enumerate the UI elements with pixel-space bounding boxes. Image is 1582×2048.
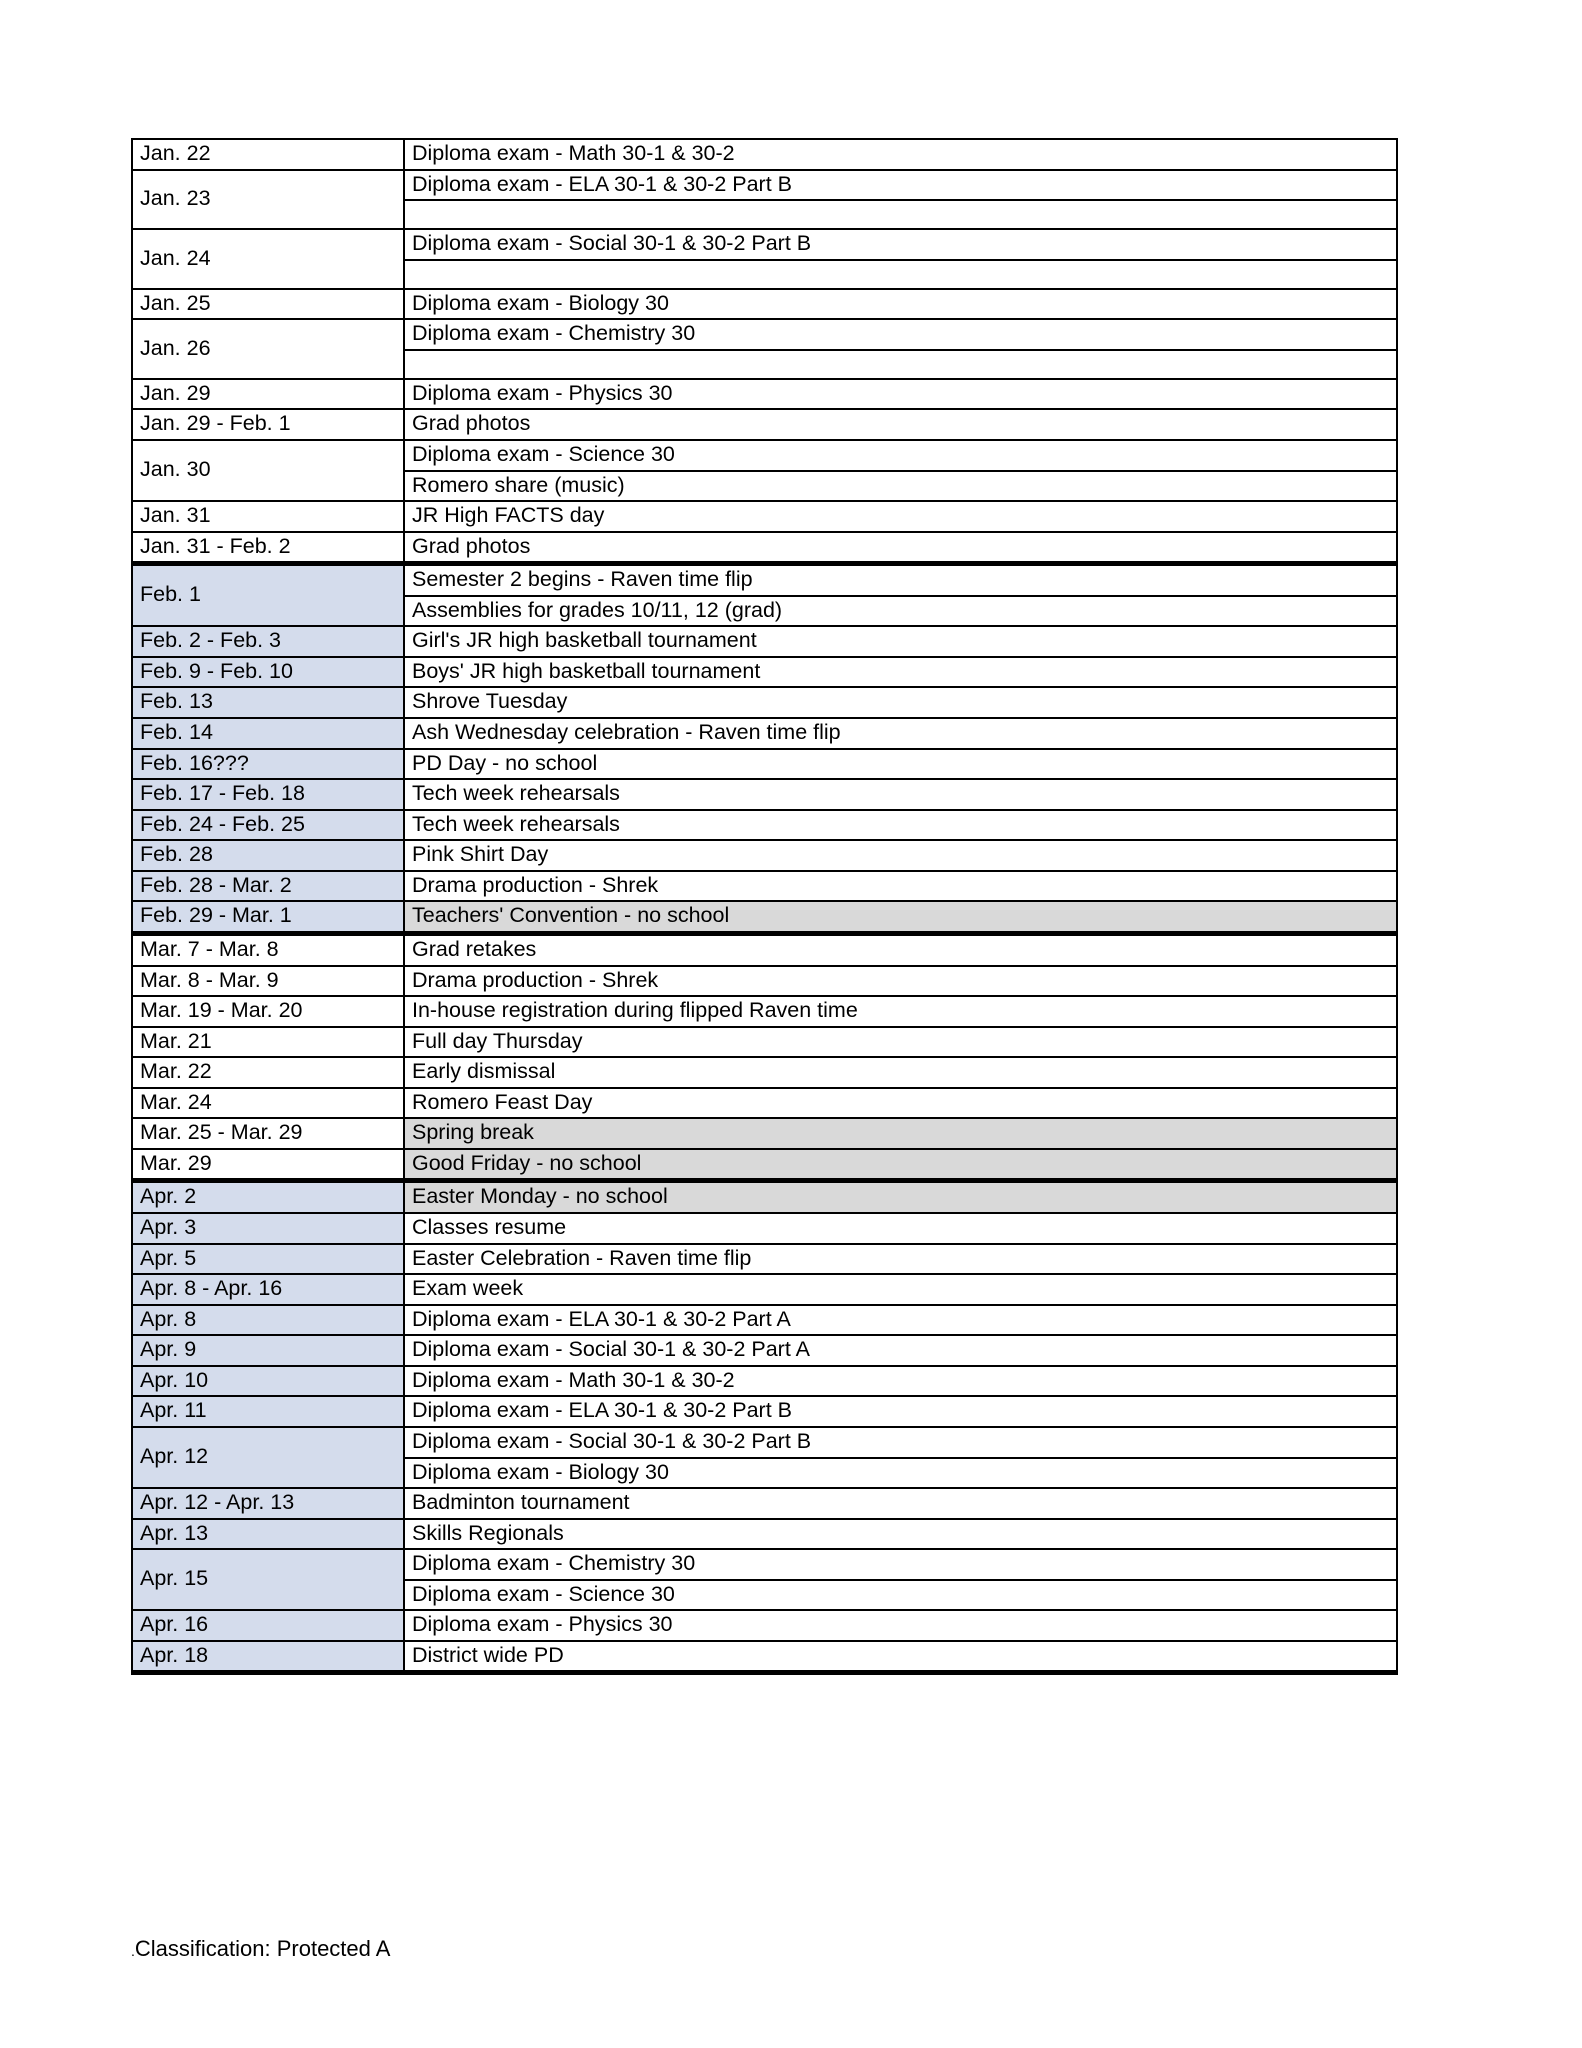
event-cell: Tech week rehearsals [404, 779, 1397, 810]
event-cell-empty [404, 200, 1397, 229]
table-row [132, 1027, 1397, 1058]
event-cell: Diploma exam - Social 30-1 & 30-2 Part B [404, 1427, 1397, 1458]
table-row [132, 1181, 1397, 1213]
date-cell: Jan. 30 [132, 440, 404, 501]
classification-label: Classification: Protected A [134, 1936, 391, 1961]
table-row [132, 1610, 1397, 1641]
date-cell: Apr. 8 [132, 1305, 404, 1336]
date-cell: Apr. 13 [132, 1519, 404, 1550]
event-cell: Diploma exam - Math 30-1 & 30-2 [404, 139, 1397, 170]
table-row [132, 626, 1397, 657]
date-cell: Feb. 29 - Mar. 1 [132, 901, 404, 933]
event-cell-empty [404, 260, 1397, 289]
table-row [132, 966, 1397, 997]
table-row [132, 1213, 1397, 1244]
date-cell: Mar. 24 [132, 1088, 404, 1119]
date-cell: Feb. 17 - Feb. 18 [132, 779, 404, 810]
table-row [132, 1519, 1397, 1550]
table-row [132, 1088, 1397, 1119]
event-cell: Diploma exam - Biology 30 [404, 1458, 1397, 1489]
event-cell: Semester 2 begins - Raven time flip [404, 564, 1397, 596]
table-row [132, 289, 1397, 320]
event-cell: Grad photos [404, 532, 1397, 564]
table-row [132, 1274, 1397, 1305]
date-cell: Jan. 29 - Feb. 1 [132, 409, 404, 440]
event-cell: Spring break [404, 1118, 1397, 1149]
table-row [132, 810, 1397, 841]
event-cell: Exam week [404, 1274, 1397, 1305]
table-row [132, 933, 1397, 965]
table-row [132, 687, 1397, 718]
table-row [132, 1641, 1397, 1673]
date-cell: Jan. 31 [132, 501, 404, 532]
date-cell: Jan. 31 - Feb. 2 [132, 532, 404, 564]
date-cell: Jan. 23 [132, 170, 404, 230]
table-row [132, 564, 1397, 596]
date-cell: Apr. 2 [132, 1181, 404, 1213]
date-cell: Apr. 5 [132, 1244, 404, 1275]
event-cell: Grad retakes [404, 933, 1397, 965]
table-row [132, 657, 1397, 688]
event-cell: Drama production - Shrek [404, 871, 1397, 902]
event-cell: Diploma exam - Science 30 [404, 1580, 1397, 1611]
event-cell: District wide PD [404, 1641, 1397, 1673]
event-cell: Diploma exam - ELA 30-1 & 30-2 Part A [404, 1305, 1397, 1336]
date-cell: Apr. 8 - Apr. 16 [132, 1274, 404, 1305]
schedule-table-body [132, 139, 1397, 1673]
date-cell: Feb. 9 - Feb. 10 [132, 657, 404, 688]
table-row [132, 1427, 1397, 1458]
date-cell: Apr. 11 [132, 1396, 404, 1427]
table-row [132, 996, 1397, 1027]
date-cell: Jan. 24 [132, 229, 404, 289]
event-cell-empty [404, 350, 1397, 379]
event-cell: Diploma exam - Social 30-1 & 30-2 Part B [404, 229, 1397, 260]
date-cell: Feb. 28 - Mar. 2 [132, 871, 404, 902]
event-cell: JR High FACTS day [404, 501, 1397, 532]
event-cell: Easter Celebration - Raven time flip [404, 1244, 1397, 1275]
event-cell: Pink Shirt Day [404, 840, 1397, 871]
table-row [132, 1305, 1397, 1336]
date-cell: Jan. 25 [132, 289, 404, 320]
date-cell: Feb. 14 [132, 718, 404, 749]
table-row [132, 409, 1397, 440]
event-cell: Diploma exam - Science 30 [404, 440, 1397, 471]
event-cell: Shrove Tuesday [404, 687, 1397, 718]
event-cell: Assemblies for grades 10/11, 12 (grad) [404, 596, 1397, 627]
date-cell: Apr. 12 [132, 1427, 404, 1488]
table-row [132, 1335, 1397, 1366]
event-cell: Full day Thursday [404, 1027, 1397, 1058]
event-cell: Skills Regionals [404, 1519, 1397, 1550]
table-row [132, 319, 1397, 350]
table-row [132, 1549, 1397, 1580]
table-row [132, 229, 1397, 260]
event-cell: Diploma exam - ELA 30-1 & 30-2 Part B [404, 170, 1397, 201]
table-row [132, 718, 1397, 749]
event-cell: Romero share (music) [404, 471, 1397, 502]
table-row [132, 1488, 1397, 1519]
footer-leading-dot: . [131, 1943, 135, 1959]
date-cell: Mar. 21 [132, 1027, 404, 1058]
event-cell: Ash Wednesday celebration - Raven time flip [404, 718, 1397, 749]
date-cell: Apr. 3 [132, 1213, 404, 1244]
date-cell: Mar. 8 - Mar. 9 [132, 966, 404, 997]
event-cell: PD Day - no school [404, 749, 1397, 780]
event-cell: Tech week rehearsals [404, 810, 1397, 841]
table-row [132, 901, 1397, 933]
date-cell: Mar. 22 [132, 1057, 404, 1088]
date-cell: Jan. 26 [132, 319, 404, 379]
table-row [132, 379, 1397, 410]
table-row [132, 501, 1397, 532]
table-row [132, 532, 1397, 564]
school-calendar-table [131, 138, 1398, 1675]
table-row [132, 840, 1397, 871]
date-cell: Feb. 24 - Feb. 25 [132, 810, 404, 841]
event-cell: Diploma exam - Biology 30 [404, 289, 1397, 320]
date-cell: Mar. 7 - Mar. 8 [132, 933, 404, 965]
table-row [132, 779, 1397, 810]
date-cell: Apr. 12 - Apr. 13 [132, 1488, 404, 1519]
event-cell: Diploma exam - ELA 30-1 & 30-2 Part B [404, 1396, 1397, 1427]
table-row [132, 871, 1397, 902]
event-cell: Diploma exam - Physics 30 [404, 1610, 1397, 1641]
date-cell: Apr. 16 [132, 1610, 404, 1641]
event-cell: Good Friday - no school [404, 1149, 1397, 1181]
event-cell: Diploma exam - Math 30-1 & 30-2 [404, 1366, 1397, 1397]
event-cell: Grad photos [404, 409, 1397, 440]
table-row [132, 440, 1397, 471]
date-cell: Feb. 16??? [132, 749, 404, 780]
table-row [132, 139, 1397, 170]
table-row [132, 1244, 1397, 1275]
date-cell: Mar. 19 - Mar. 20 [132, 996, 404, 1027]
table-row [132, 1118, 1397, 1149]
date-cell: Jan. 29 [132, 379, 404, 410]
date-cell: Feb. 13 [132, 687, 404, 718]
date-cell: Apr. 10 [132, 1366, 404, 1397]
date-cell: Jan. 22 [132, 139, 404, 170]
event-cell: Early dismissal [404, 1057, 1397, 1088]
event-cell: Badminton tournament [404, 1488, 1397, 1519]
date-cell: Mar. 25 - Mar. 29 [132, 1118, 404, 1149]
date-cell: Feb. 2 - Feb. 3 [132, 626, 404, 657]
event-cell: Easter Monday - no school [404, 1181, 1397, 1213]
date-cell: Apr. 15 [132, 1549, 404, 1610]
event-cell: Diploma exam - Physics 30 [404, 379, 1397, 410]
table-row [132, 1396, 1397, 1427]
classification-footer [131, 1936, 390, 1962]
date-cell: Apr. 9 [132, 1335, 404, 1366]
table-row [132, 1057, 1397, 1088]
table-row [132, 749, 1397, 780]
event-cell: Diploma exam - Chemistry 30 [404, 319, 1397, 350]
event-cell: Romero Feast Day [404, 1088, 1397, 1119]
date-cell: Mar. 29 [132, 1149, 404, 1181]
table-row [132, 1149, 1397, 1181]
table-row [132, 170, 1397, 201]
event-cell: Boys' JR high basketball tournament [404, 657, 1397, 688]
event-cell: Drama production - Shrek [404, 966, 1397, 997]
event-cell: Classes resume [404, 1213, 1397, 1244]
event-cell: Diploma exam - Chemistry 30 [404, 1549, 1397, 1580]
table-row [132, 1366, 1397, 1397]
event-cell: Girl's JR high basketball tournament [404, 626, 1397, 657]
event-cell: Teachers' Convention - no school [404, 901, 1397, 933]
event-cell: Diploma exam - Social 30-1 & 30-2 Part A [404, 1335, 1397, 1366]
date-cell: Feb. 1 [132, 564, 404, 627]
event-cell: In-house registration during flipped Raven time [404, 996, 1397, 1027]
date-cell: Feb. 28 [132, 840, 404, 871]
date-cell: Apr. 18 [132, 1641, 404, 1673]
schedule-table-container [131, 138, 1396, 1675]
